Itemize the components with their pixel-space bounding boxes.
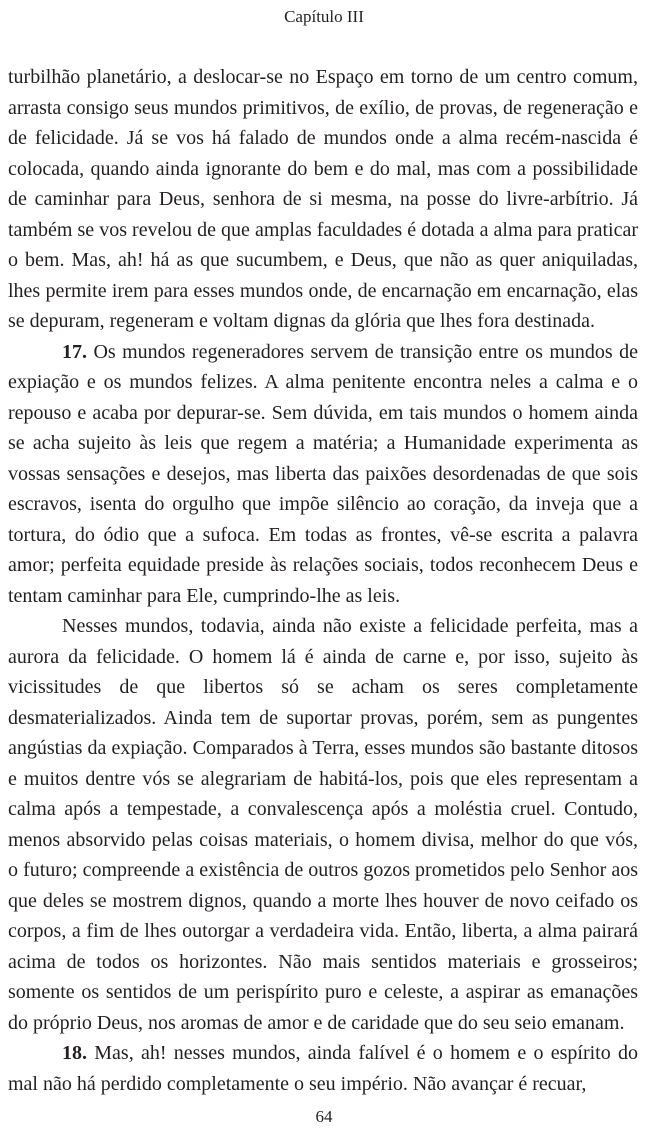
- chapter-header: Capítulo III: [284, 7, 364, 26]
- paragraph-number: 17.: [62, 340, 87, 363]
- paragraph-17-continued: [8, 611, 638, 1038]
- page-body: [8, 62, 638, 1099]
- paragraph-text: turbilhão planetário, a deslocar-se no Espaço em torno de um centro comum, arrasta consigo seus mundos primitivos, de exílio, de provas, de regeneração e de felicidade. Já se vos há falado de mundos onde a alma recém-nascida é colocada, quando ainda ignorante do bem e do mal, mas com a possibilidade de caminhar para Deus, senhora de si mesma, na posse do livre-arbítrio. Já também se vos revelou de que amplas faculdades é dotada a alma para praticar o bem. Mas, ah! há as que sucumbem, e Deus, que não as quer aniquiladas, lhes permite irem para esses mundos onde, de encarnação em encarnação, elas se depuram, regeneram e voltam dignas da glória que lhes fora destinada.: [8, 66, 638, 332]
- paragraph-text: Os mundos regeneradores servem de transição entre os mundos de expiação e os mundos felizes. A alma penitente encontra neles a calma e o repouso e acaba por depurar-se. Sem dúvida, em tais mundos o homem ainda se acha sujeito às leis que regem a matéria; a Humanidade experimenta as vossas sensações e desejos, mas liberta das paixões desordenadas de que sois escravos, isenta do orgulho que impõe silêncio ao coração, da inveja que a tortura, do ódio que a sufoca. Em todas as frontes, vê-se escrita a palavra amor; perfeita equidade preside às relações sociais, todos reconhecem Deus e tentam caminhar para Ele, cumprindo-lhe as leis.: [8, 340, 638, 607]
- paragraph-18: [8, 1038, 638, 1099]
- paragraph-text: Mas, ah! nesses mundos, ainda falível é o homem e o espírito do mal não há perdido completamente o seu império. Não avançar é recuar,: [8, 1042, 638, 1095]
- page-number: 64: [315, 1107, 333, 1126]
- paragraph-17: [8, 337, 638, 612]
- paragraph-number: 18.: [62, 1042, 87, 1064]
- paragraph-continuation: [8, 62, 638, 337]
- paragraph-text: Nesses mundos, todavia, ainda não existe a felicidade perfeita, mas a aurora da felicidade. O homem lá é ainda de carne e, por isso, sujeito às vicissitudes de que libertos só se acham os seres completamente desmaterializados. Ainda tem de suportar provas, porém, sem as pungentes angústias da expiação. Comparados à Terra, esses mundos são bastante ditosos e muitos dentre vós se alegrariam de habitá-los, pois que eles representam a calma após a tempestade, a convalescença após a moléstia cruel. Contudo, menos absorvido pelas coisas materiais, o homem divisa, melhor do que vós, o futuro; compreende a existência de outros gozos prometidos pelo Senhor aos que deles se mostrem dignos, quando a morte lhes houver de novo ceifado os corpos, a fim de lhes outorgar a verdadeira vida. Então, liberta, a alma pairará acima de todos os horizontes. Não mais sentidos materiais e grosseiros; somente os sentidos de um perispírito puro e celeste, a aspirar as emanações do próprio Deus, nos aromas de amor e de caridade que do seu seio emanam.: [8, 615, 638, 1034]
